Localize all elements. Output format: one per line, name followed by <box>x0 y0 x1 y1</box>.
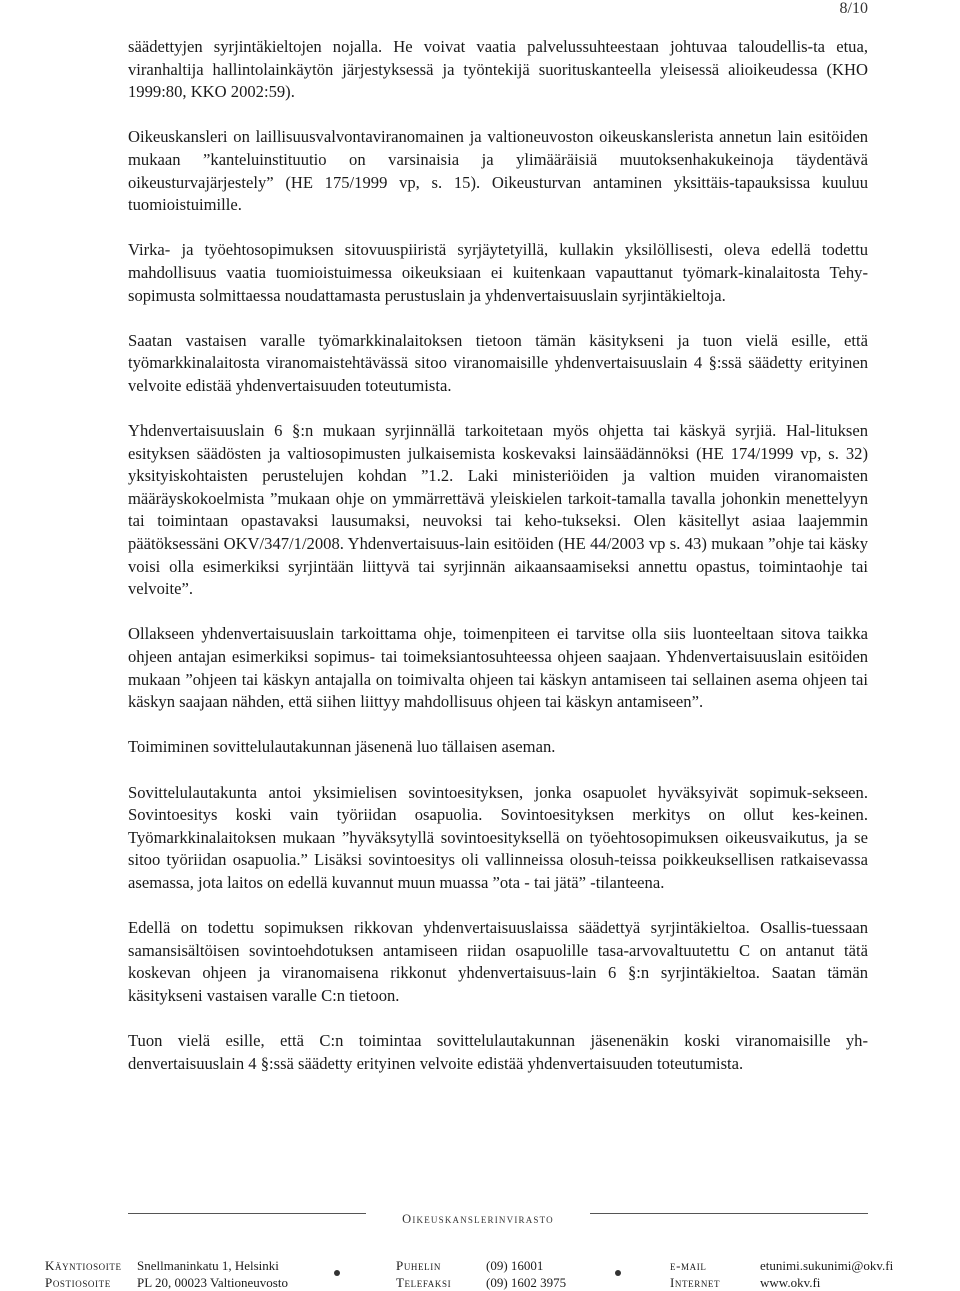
paragraph: Toimiminen sovittelulautakunnan jäsenenä luo tällaisen aseman. <box>128 737 556 757</box>
visit-address-label: Käyntiosoite <box>45 1258 122 1273</box>
address-values <box>137 1258 288 1291</box>
paragraph: Yhdenvertaisuuslain 6 §:n mukaan syrjinnällä tarkoitetaan myös ohjetta tai käskyä syrjiä. Hal-lituksen esityksen säädösten ja valtiosopimusten julkaisemista koskevaksi lainsäädännöksi (HE 174/1999 vp, s. 32) yksityiskohtaisten perustelujen kohdan ”1.2. Laki ministeriöiden ja valtion muiden viranomaisten määräyskokoelmista ”mukaan ohje on ymmärrettävä yleiskielen tarkoit-tamalla tavalla johonkin menettelyyn tai toimintaan opastavaksi lausumaksi, neuvoksi tai keho-tukseksi. Olen käsitellyt asiaa laajemmin päätöksessäni OKV/347/1/2008. Yhdenvertaisuus-lain esitöiden (HE 44/2003 vp s. 43) mukaan ”ohje tai käsky voisi olla esimerkiksi syrjintään liittyvä tai syrjinnän aikaansaamiseksi annettu opastus, toimintaohje tai velvoite”. <box>128 421 868 599</box>
online-values <box>760 1258 893 1291</box>
document-body <box>128 36 868 1098</box>
email-label: e-mail <box>670 1258 707 1273</box>
paragraph: Oikeuskansleri on laillisuusvalvontaviranomainen ja valtioneuvoston oikeuskanslerista annetun lain esitöiden mukaan ”kanteluinstituutio on varsinaisia ja ylimääräisiä muutoksenhakukeinoja täydentävä oikeusturvajärjestely” (HE 175/1999 vp, s. 15). Oikeusturvan antaminen yksittäis-tapauksissa kuuluu tuomioistuimille. <box>128 127 868 215</box>
phone-labels <box>396 1258 451 1291</box>
address-labels <box>45 1258 122 1291</box>
footer-organization <box>0 1203 960 1243</box>
paragraph: Saatan vastaisen varalle työmarkkinalaitoksen tietoon tämän käsitykseni ja tuon vielä esille, että työmarkkinalaitosta viranomaistehtävässä sitoo viranomaisille yhdenvertaisuuslain 4 §:ssä säädetty erityinen velvoite edistää yhdenvertaisuuden toteutumista. <box>128 330 868 395</box>
footer-contacts <box>0 1258 960 1288</box>
paragraph: Ollakseen yhdenvertaisuuslain tarkoittama ohje, toimenpiteen ei tarvitse olla siis luonteeltaan sitova taikka ohjeen antajan esimerkiksi sopimus- tai toimeksiantosuhteessa ohjeen saajaan. Yhdenvertaisuuslain esitöiden mukaan ”ohjeen tai käskyn antajalla on toimivalta ohjeen tai käskyn antamiseen tai sellainen asema ohjeen tai käskyn saajaan nähden, että siihen liittyy mahdollisuus ohjeen tai käskyn antamiseen”. <box>128 624 868 712</box>
footer-rule-left <box>128 1213 366 1214</box>
visit-address-value: Snellmaninkatu 1, Helsinki <box>137 1258 279 1273</box>
paragraph: säädettyjen syrjintäkieltojen nojalla. He voivat vaatia palvelussuhteestaan johtuvaa taloudellis-ta etua, viranhaltija hallintolainkäytön järjestyksessä ja työntekijä suorituskanteella yleisessä alioikeudessa (KHO 1999:80, KKO 2002:59). <box>128 37 868 102</box>
separator-dot-icon <box>334 1270 340 1276</box>
fax-label: Telefaksi <box>396 1274 452 1290</box>
postal-address-label: Postiosoite <box>45 1274 111 1290</box>
paragraph: Tuon vielä esille, että C:n toimintaa sovittelulautakunnan jäsenenäkin koski viranomaisille yh-denvertaisuuslain 4 §:ssä säädetty erityinen velvoite edistää yhdenvertaisuuden toteutumista. <box>128 1031 868 1073</box>
paragraph: Edellä on todettu sopimuksen rikkovan yhdenvertaisuuslaissa säädettyä syrjintäkieltoa. Osallis-tuessaan samansisältöisen sovintoehdotuksen antamiseen riidan osapuolille tasa-arvovaltuutettu C on antanut tätä koskevan ohjeen ja viranomaisena rikkonut yhdenvertaisuus-lain 6 §:n syrjintäkieltoa. Saatan tämän käsitykseni vastaisen varalle C:n tietoon. <box>128 918 868 1005</box>
footer-rule-right <box>590 1213 868 1214</box>
phone-value: (09) 16001 <box>486 1258 544 1273</box>
email-value[interactable]: etunimi.sukunimi@okv.fi <box>760 1258 894 1273</box>
phone-values <box>486 1258 566 1291</box>
internet-label: Internet <box>670 1274 721 1290</box>
online-labels <box>670 1258 720 1291</box>
paragraph: Sovittelulautakunta antoi yksimielisen sovintoesityksen, jonka osapuolet hyväksyivät sopimuk-sekseen. Sovintoesitys koski vain työriidan osapuolia. Sovintoesityksen merkitys on ollut kes-keinen. Työmarkkinalaitoksen mukaan ”hyväksytyllä sovintoesityksellä on työehtosopimuksen oikeusvaikutus, ja se sitoo työriidan osapuolia.” Lisäksi sovintoesitys oli vallinneissa olosuh-teissa poikkeuksellisen ratkaisevassa asemassa, jota laitos on edellä kuvannut muun muassa ”ota - tai jätä” -tilanteena. <box>128 782 868 892</box>
phone-label: Puhelin <box>396 1258 441 1273</box>
organization-name: Oikeuskanslerinvirasto <box>402 1212 554 1226</box>
website-link[interactable]: www.okv.fi <box>760 1274 821 1290</box>
paragraph: Virka- ja työehtosopimuksen sitovuuspiiristä syrjäytetyillä, kullakin yksilöllisesti, oleva edellä todettu mahdollisuus vaatia tuomioistuimessa oikeuksiaan ei kuitenkaan vapauttanut työmark-kinalaitosta Tehy-sopimusta solmittaessa noudattamasta perustuslain ja yhdenvertaisuuslain syrjintäkieltoja. <box>128 240 868 305</box>
separator-dot-icon <box>615 1270 621 1276</box>
postal-address-value: PL 20, 00023 Valtioneuvosto <box>137 1274 288 1290</box>
page-number: 8/10 <box>839 0 868 17</box>
fax-value: (09) 1602 3975 <box>486 1274 567 1290</box>
